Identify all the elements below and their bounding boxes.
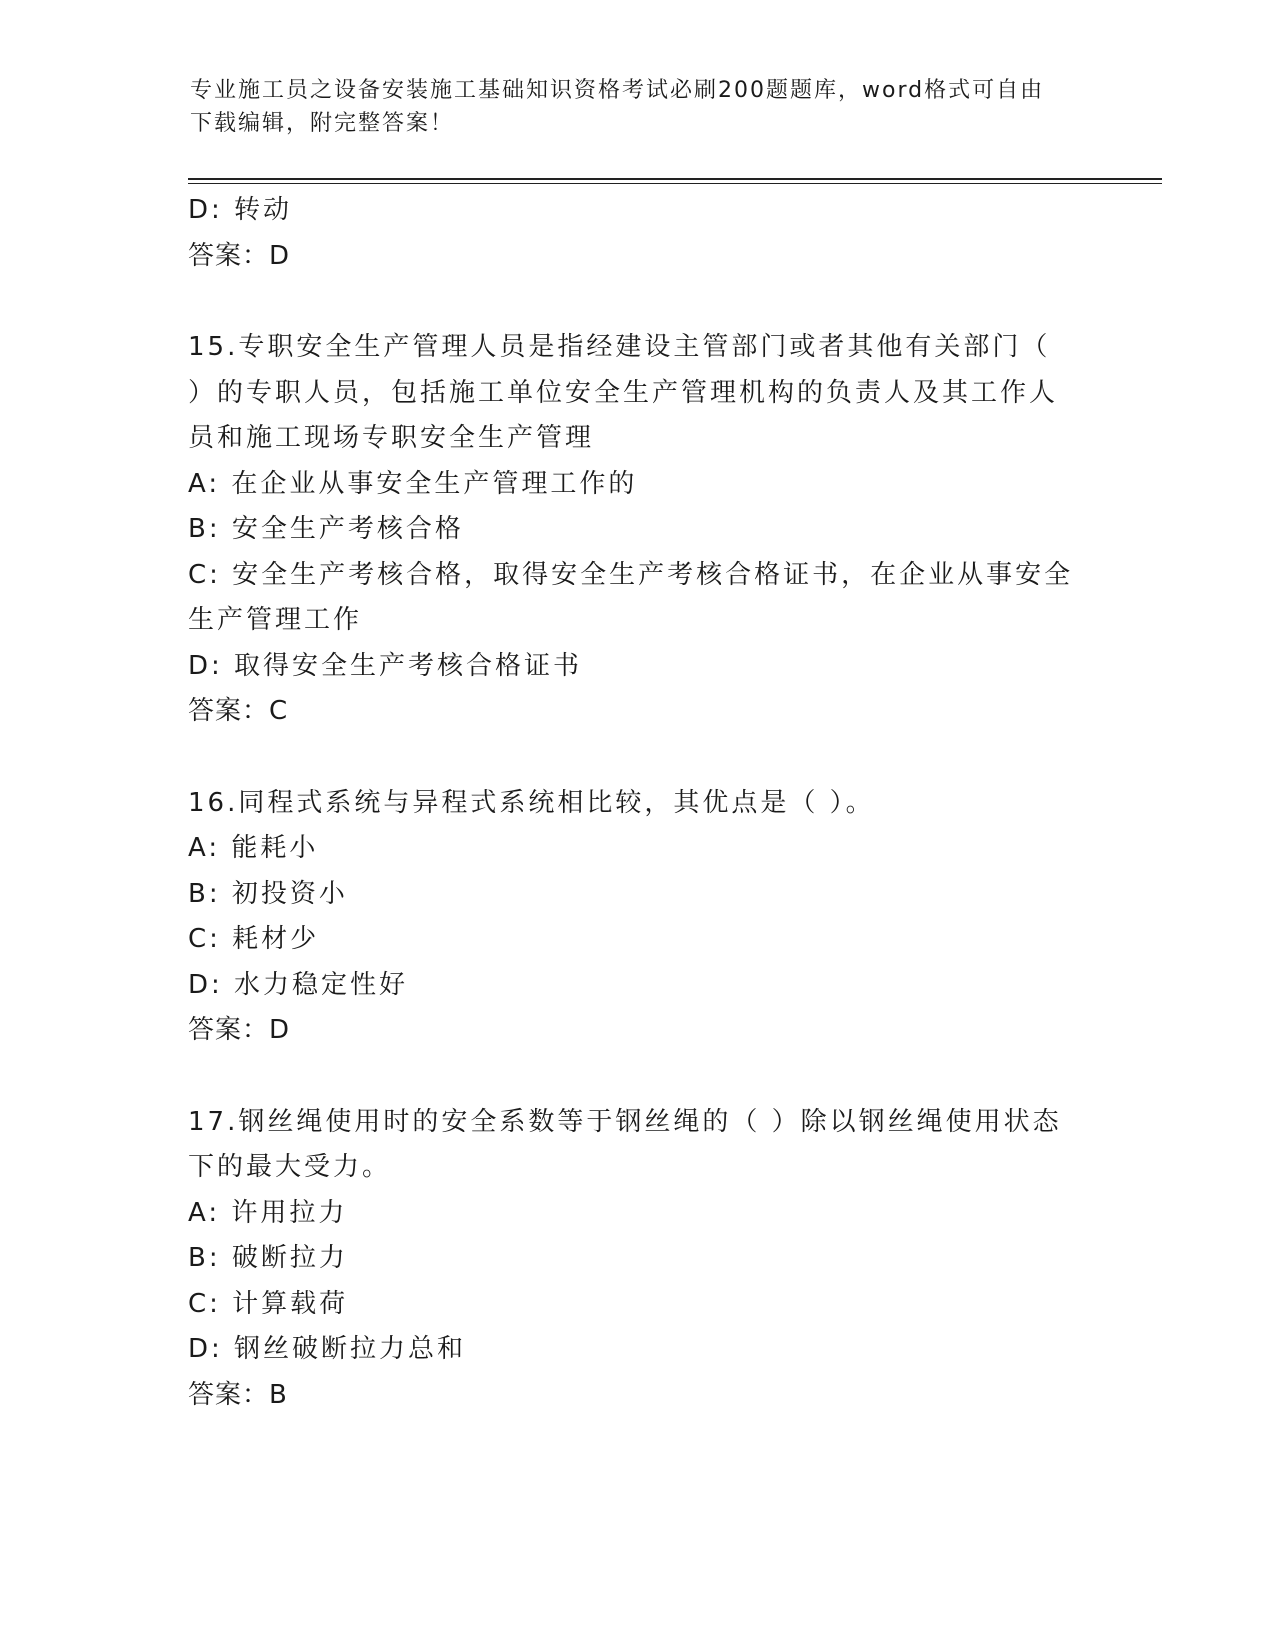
header-title-line-2: 下载编辑，附完整答案！ (190, 111, 455, 136)
question-stem-line: 17.钢丝绳使用时的安全系数等于钢丝绳的（ ）除以钢丝绳使用状态 (188, 1106, 1062, 1137)
option-c: C: 安全生产考核合格，取得安全生产考核合格证书，在企业从事安全 (188, 559, 1074, 590)
question-stem-line: 员和施工现场专职安全生产管理 (188, 423, 595, 453)
option-c: C: 计算载荷 (188, 1288, 349, 1319)
header-divider-thin (188, 183, 1162, 184)
option-a: A: 能耗小 (188, 833, 319, 863)
option-c-continued: 生产管理工作 (188, 605, 363, 635)
question-stem-line: ）的专职人员，包括施工单位安全生产管理机构的负责人及其工作人 (188, 377, 1059, 408)
option-a: A: 在企业从事安全生产管理工作的 (188, 468, 638, 499)
header-divider-thick (188, 178, 1162, 180)
question-content (188, 188, 1088, 1418)
option-d: D: 转动 (188, 195, 293, 225)
option-d: D: 水力稳定性好 (188, 969, 409, 1000)
option-c: C: 耗材少 (188, 924, 320, 954)
answer-line: 答案：C (188, 696, 289, 726)
question-block-15 (188, 325, 1088, 735)
option-b: B: 破断拉力 (188, 1243, 348, 1273)
question-stem-line: 15.专职安全生产管理人员是指经建设主管部门或者其他有关部门（ (188, 332, 1051, 362)
answer-line: 答案：D (188, 1015, 291, 1045)
spacer (188, 735, 1088, 781)
answer-line: 答案：B (188, 1379, 288, 1410)
page-header (190, 74, 1090, 140)
option-b: B: 安全生产考核合格 (188, 514, 464, 544)
spacer (188, 279, 1088, 325)
question-stem-line: 16.同程式系统与异程式系统相比较，其优点是（ ）。 (188, 787, 875, 818)
option-d: D: 钢丝破断拉力总和 (188, 1334, 467, 1364)
header-title-line-1: 专业施工员之设备安装施工基础知识资格考试必刷200题题库，word格式可自由 (190, 78, 1045, 103)
spacer (188, 1054, 1088, 1100)
question-block-16 (188, 781, 1088, 1054)
question-block-17 (188, 1100, 1088, 1419)
answer-line: 答案：D (188, 240, 291, 271)
option-b: B: 初投资小 (188, 878, 348, 909)
question-stem-line: 下的最大受力。 (188, 1152, 392, 1182)
option-d: D: 取得安全生产考核合格证书 (188, 650, 583, 681)
option-a: A: 许用拉力 (188, 1197, 348, 1228)
